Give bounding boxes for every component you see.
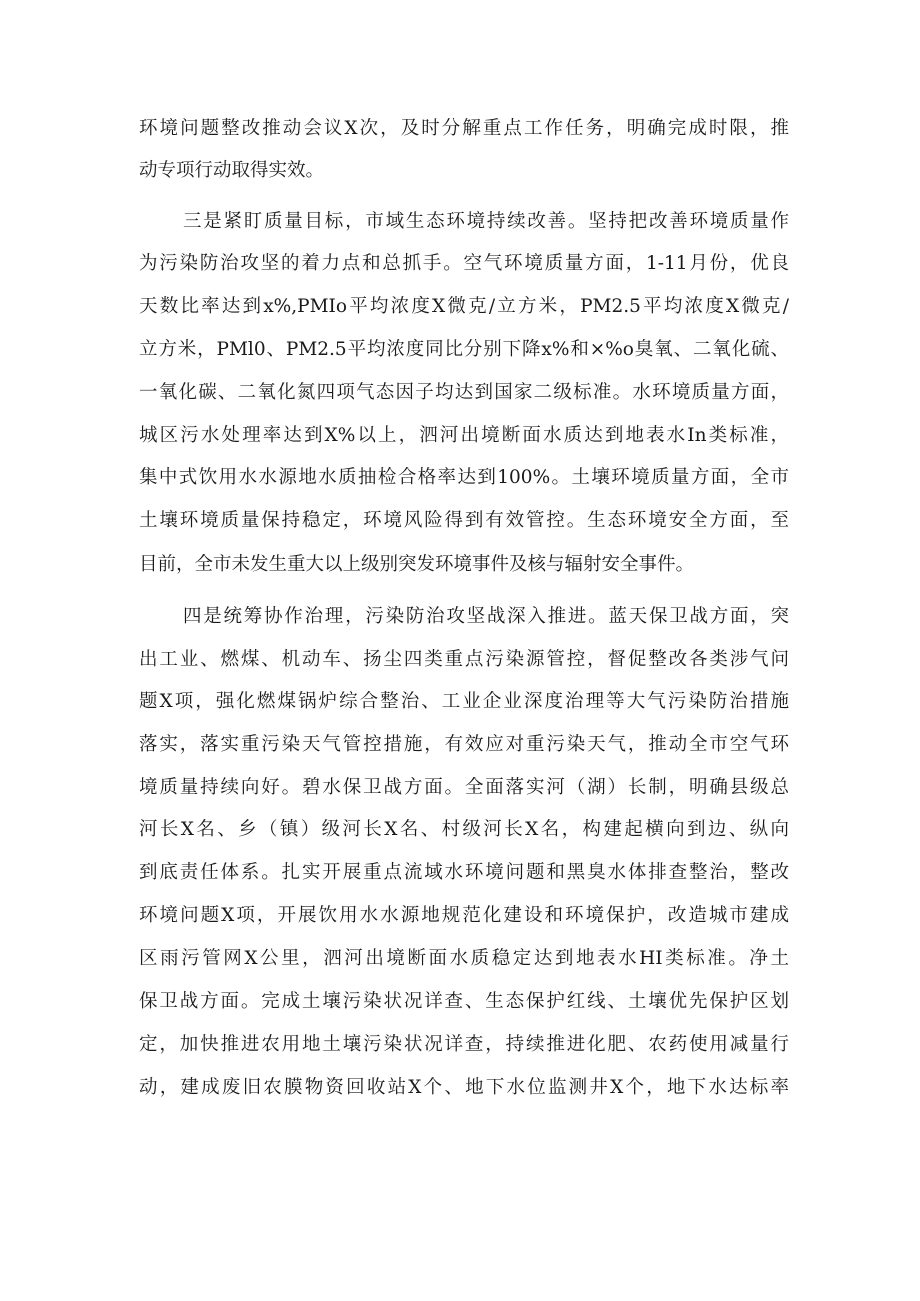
paragraph-line: 三是紧盯质量目标，市域生态环境持续改善。坚持把改善环境质量作 — [183, 211, 789, 232]
paragraph-line: 到底责任体系。扎实开展重点流域水环境问题和黑臭水体排查整治，整改 — [139, 862, 789, 883]
paragraph-line: 定，加快推进农用地土壤污染状况详查，持续推进化肥、农药使用减量行 — [139, 1034, 789, 1055]
paragraph-line: 集中式饮用水水源地水质抽检合格率达到100%。土壤环境质量方面，全市 — [139, 467, 789, 488]
paragraph-line: 境质量持续向好。碧水保卫战方面。全面落实河（湖）长制，明确县级总 — [139, 777, 789, 798]
paragraph-line: 立方米，PMl0、PM2.5平均浓度同比分别下降x%和×%o臭氧、二氧化硫、 — [139, 339, 789, 360]
paragraph-line: 城区污水处理率达到X%以上，泗河出境断面水质达到地表水In类标准， — [139, 425, 789, 446]
paragraph-line: 为污染防治攻坚的着力点和总抓手。空气环境质量方面，1-11月份，优良 — [139, 253, 789, 274]
paragraph-line: 目前，全市未发生重大以上级别突发环境事件及核与辐射安全事件。 — [139, 554, 695, 575]
paragraph-line: 土壤环境质量保持稳定，环境风险得到有效管控。生态环境安全方面，至 — [139, 510, 789, 531]
paragraph-line: 四是统筹协作治理，污染防治攻坚战深入推进。蓝天保卫战方面，突 — [183, 606, 789, 627]
paragraph-line: 环境问题X项，开展饮用水水源地规范化建设和环境保护，改造城市建成 — [139, 905, 789, 926]
paragraph-line: 题X项，强化燃煤锅炉综合整治、工业企业深度治理等大气污染防治措施 — [139, 691, 789, 712]
paragraph-line: 一氧化碳、二氧化氮四项气态因子均达到国家二级标准。水环境质量方面， — [139, 382, 789, 403]
paragraph-line: 动，建成废旧农膜物资回收站X个、地下水位监测井X个，地下水达标率 — [139, 1077, 789, 1098]
paragraph-line: 环境问题整改推动会议X次，及时分解重点工作任务，明确完成时限，推 — [139, 118, 789, 139]
paragraph-line: 出工业、燃煤、机动车、扬尘四类重点污染源管控，督促整改各类涉气问 — [139, 649, 789, 670]
paragraph-line: 落实，落实重污染天气管控措施，有效应对重污染天气，推动全市空气环 — [139, 734, 789, 755]
paragraph-line: 区雨污管网X公里，泗河出境断面水质稳定达到地表水HI类标准。净土 — [139, 948, 789, 969]
paragraph-line: 天数比率达到x%,PMIo平均浓度X微克/立方米，PM2.5平均浓度X微克/ — [139, 296, 789, 317]
paragraph-line: 动专项行动取得实效。 — [139, 160, 325, 181]
paragraph-line: 保卫战方面。完成土壤污染状况详查、生态保护红线、土壤优先保护区划 — [139, 991, 789, 1012]
paragraph-line: 河长X名、乡（镇）级河长X名、村级河长X名，构建起横向到边、纵向 — [139, 819, 789, 840]
